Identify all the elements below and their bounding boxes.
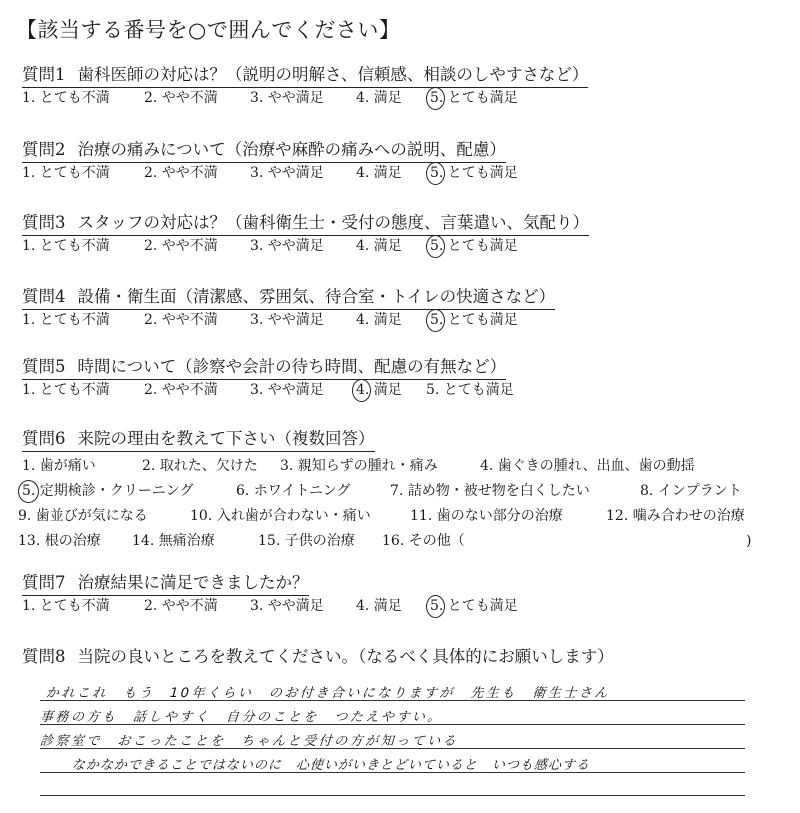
instruction-header: 【該当する番号を○で囲んでください】	[16, 18, 401, 42]
question-title: 質問2 治療の痛みについて（治療や麻酔の痛みへの説明、配慮）	[22, 139, 506, 163]
reason-16[interactable]: 16. その他（	[382, 533, 465, 549]
reason-14[interactable]: 14. 無痛治療	[132, 533, 215, 549]
reason-11[interactable]: 11. 歯のない部分の治療	[410, 508, 563, 524]
reason-15[interactable]: 15. 子供の治療	[258, 533, 355, 549]
question-6	[18, 428, 782, 552]
options-row	[22, 380, 782, 401]
option-4[interactable]: 4. 満足	[356, 598, 402, 614]
option-1[interactable]: 1. とても不満	[22, 382, 110, 398]
reason-12[interactable]: 12. 噛み合わせの治療	[606, 508, 745, 524]
question-3	[22, 212, 782, 257]
reason-8[interactable]: 8. インプラント	[640, 483, 742, 499]
option-4[interactable]: 4. 満足	[356, 90, 402, 106]
question-1	[22, 64, 782, 109]
reason-row-4	[18, 531, 782, 552]
question-title: 質問5 時間について（診察や会計の待ち時間、配慮の有無など）	[22, 356, 506, 380]
question-2	[22, 139, 782, 184]
reason-2[interactable]: 2. 取れた、欠けた	[142, 458, 258, 474]
option-5-selected[interactable]: 5. とても満足	[430, 163, 518, 184]
option-3[interactable]: 3. やや満足	[250, 312, 324, 328]
question-8	[22, 646, 782, 669]
options-row	[22, 310, 782, 331]
option-5[interactable]: 5. とても満足	[426, 382, 514, 398]
option-4[interactable]: 4. 満足	[356, 165, 402, 181]
option-5-selected[interactable]: 5. とても満足	[430, 310, 518, 331]
option-5-selected[interactable]: 5. とても満足	[430, 596, 518, 617]
reason-7[interactable]: 7. 詰め物・被せ物を白くしたい	[390, 483, 590, 499]
option-3[interactable]: 3. やや満足	[250, 598, 324, 614]
handwritten-line-3: 診察室で おこったことを ちゃんと受付の方が知っている	[39, 734, 459, 749]
option-2[interactable]: 2. やや不満	[144, 312, 218, 328]
reason-5-selected[interactable]: 5. 定期検診・クリーニング	[22, 481, 194, 502]
option-4-selected[interactable]: 4. 満足	[356, 380, 402, 401]
option-2[interactable]: 2. やや不満	[144, 382, 218, 398]
handwritten-line-4: なかなかできることではないのに 心使いがいきとどいていると いつも感心する	[71, 758, 591, 773]
reason-3[interactable]: 3. 親知らずの腫れ・痛み	[280, 458, 438, 474]
question-title: 質問4 設備・衛生面（清潔感、雰囲気、待合室・トイレの快適さなど）	[22, 286, 555, 310]
reason-row-2	[22, 481, 782, 502]
reason-6[interactable]: 6. ホワイトニング	[236, 483, 351, 499]
options-row	[22, 163, 782, 184]
reason-13[interactable]: 13. 根の治療	[18, 533, 101, 549]
option-3[interactable]: 3. やや満足	[250, 238, 324, 254]
option-2[interactable]: 2. やや不満	[144, 165, 218, 181]
reason-9[interactable]: 9. 歯並びが気になる	[18, 508, 148, 524]
options-row	[22, 88, 782, 109]
handwritten-line-2: 事務の方も 話しやすく 自分のことを つたえやすい。	[39, 710, 444, 725]
other-close-paren: )	[746, 533, 752, 549]
question-5	[22, 356, 782, 401]
reason-10[interactable]: 10. 入れ歯が合わない・痛い	[190, 508, 371, 524]
option-1[interactable]: 1. とても不満	[22, 90, 110, 106]
question-4	[22, 286, 782, 331]
reason-row-1	[22, 456, 782, 477]
option-2[interactable]: 2. やや不満	[144, 238, 218, 254]
question-title: 質問3 スタッフの対応は？（歯科衛生士・受付の態度、言葉遣い、気配り）	[22, 212, 589, 236]
option-1[interactable]: 1. とても不満	[22, 165, 110, 181]
reason-row-3	[18, 506, 782, 527]
option-5-selected[interactable]: 5. とても満足	[430, 88, 518, 109]
reason-4[interactable]: 4. 歯ぐきの腫れ、出血、歯の動揺	[480, 458, 695, 474]
option-4[interactable]: 4. 満足	[356, 238, 402, 254]
question-title: 質問8 当院の良いところを教えてください。（なるべく具体的にお願いします）	[22, 647, 614, 666]
option-3[interactable]: 3. やや満足	[250, 90, 324, 106]
reason-1[interactable]: 1. 歯が痛い	[22, 458, 96, 474]
option-2[interactable]: 2. やや不満	[144, 598, 218, 614]
option-2[interactable]: 2. やや不満	[144, 90, 218, 106]
option-4[interactable]: 4. 満足	[356, 312, 402, 328]
options-row	[22, 236, 782, 257]
question-title: 質問1 歯科医師の対応は？（説明の明解さ、信頼感、相談のしやすさなど）	[22, 64, 588, 88]
ruled-line	[40, 795, 745, 796]
question-title: 質問6 来院の理由を教えて下さい（複数回答）	[22, 428, 375, 452]
option-1[interactable]: 1. とても不満	[22, 238, 110, 254]
free-text-answer-area[interactable]	[40, 678, 760, 798]
options-row	[22, 596, 782, 617]
option-1[interactable]: 1. とても不満	[22, 312, 110, 328]
question-7	[22, 572, 782, 617]
option-1[interactable]: 1. とても不満	[22, 598, 110, 614]
handwritten-line-1: かれこれ もう 10年くらい のお付き合いになりますが 先生も 衛生士さん	[45, 686, 611, 701]
option-3[interactable]: 3. やや満足	[250, 165, 324, 181]
question-title: 質問7 治療結果に満足できましたか？	[22, 572, 309, 596]
option-5-selected[interactable]: 5. とても満足	[430, 236, 518, 257]
option-3[interactable]: 3. やや満足	[250, 382, 324, 398]
